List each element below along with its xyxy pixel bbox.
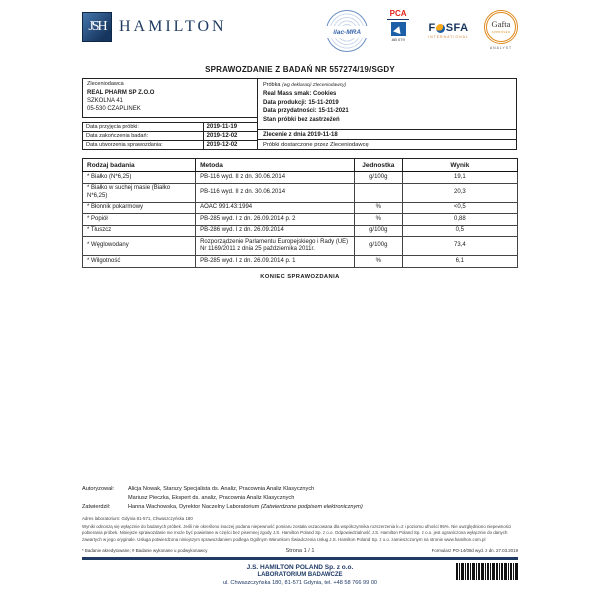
date-value: 2019-11-19 [203,123,257,132]
fosfa-label-f: F [428,22,436,34]
order-row: Zlecenie z dnia 2019-11-18 [258,129,516,139]
test-name: * Białko (N*6,25) [83,172,196,184]
test-result: 73,4 [402,237,517,256]
table-header-row [83,159,518,172]
footnote-row [82,548,518,554]
fosfa-globe-icon [436,24,445,33]
test-result: 19,1 [402,172,517,184]
dates-table [82,122,258,150]
sample-line: Data przydatności: 15-11-2021 [263,108,349,115]
gafta-label: Gafta [491,19,511,30]
page-number: Strona 1 / 1 [285,548,315,554]
ilac-mra-badge-icon [326,10,368,52]
column-header: Wynik [402,159,517,172]
date-value: 2019-12-02 [203,132,257,141]
fosfa-label [428,22,468,34]
footer-address: ul. Chwaszczyńska 180, 81-571 Gdynia, tel. +48 58 766 99 00 [222,579,378,586]
blank-area [82,280,518,486]
pca-badge-icon [383,10,413,42]
sample-line: Stan próbki bez zastrzeżeń [263,117,340,124]
table-row [83,172,518,184]
client-address-line1: SZKOLNA 41 [87,98,124,105]
signature-block [82,485,518,511]
test-name: * Węglowodany [83,237,196,256]
fosfa-badge-icon [428,22,469,39]
report-title: SPRAWOZDANIE Z BADAŃ NR 557274/19/SGDY [205,65,395,74]
sample-box [258,79,516,129]
client-box [82,78,258,118]
column-header: Jednostka [354,159,402,172]
pca-symbol-icon [391,22,406,36]
footer-company-name: J.S. HAMILTON POLAND Sp. z o.o. [246,564,354,571]
sample-label: Próbka [263,82,281,88]
jsh-logo-icon: JSH [82,12,112,42]
test-name: * Popiół [83,214,196,226]
test-name: * Tłuszcz [83,225,196,237]
lab-address: Adres laboratorium: Gdynia 81-571, Chwaszczyńska 180 [82,516,193,522]
electronic-signature-note: (Zatwierdzone podpisem elektronicznym) [260,503,363,510]
client-column [82,78,258,150]
test-result: 6,1 [402,256,517,268]
brand [82,12,227,42]
test-result: 0,88 [402,214,517,226]
test-method: AOAC 991.43:1994 [196,202,355,214]
test-method: PB-116 wyd. II z dn. 30.06.2014 [196,183,355,202]
gafta-circle [484,10,518,44]
approved-person: Hanna Wachowska, Dyrektor Naczelny Laboratorium (Zatwierdzone podpisem elektronicznym) [128,503,363,510]
results-table [82,158,518,268]
test-result: <0,5 [402,202,517,214]
approved-row [82,503,518,512]
authorized-row [82,485,518,494]
test-name: * Błonnik pokarmowy [83,202,196,214]
test-unit [354,183,402,202]
disclaimer-text: Wyniki odnoszą się wyłącznie do badanych próbek. Jeśli nie określono inaczej podana niepewność pomiaru została oszacowana dla współczynnika rozszerzenia k=2 i poziomu ufności 95%. Nie uwzględniono niepewności pobierania próbek. Niniejsze sprawozdanie nie może być powielane w części bez pisemnej zgody J.S. Hamilton Poland Sp. z o.o. Odpowiedzialność J.S. Hamilton Poland Sp. z o.o. jest ograniczona wyłącznie do danych zawartych w jego oryginale. Usługa potwierdzona niniejszym sprawozdaniem podlega Ogólnym Warunkom Świadczenia Usług J.S. Hamilton Poland Sp. z o.o. zamieszczonym na stronie www.hamilton.com.pl [82,523,512,542]
test-name: * Białko w suchej masie (Białko N*6,25) [83,183,196,202]
test-name: * Wilgotność [83,256,196,268]
sample-column [257,78,517,150]
date-label: Data przyjęcia próbki: [83,123,204,132]
test-unit: % [354,256,402,268]
accreditation-footnote: * Badanie akredytowane; # Badanie wykonane u podwykonawcy [82,548,208,553]
sample-line: Real Mass smak: Cookies [263,90,337,97]
table-row [83,132,258,141]
table-row [83,225,518,237]
test-unit: g/100g [354,237,402,256]
end-of-report-label: KONIEC SPRAWOZDANIA [260,273,340,280]
pca-label: PCA [389,9,407,18]
approved-label: Zatwierdził: [82,503,111,510]
fine-print [82,516,518,554]
info-section [82,78,518,150]
test-unit: g/100g [354,225,402,237]
pca-bird-icon [393,24,403,33]
footer [82,560,518,600]
test-method: PB-116 wyd. II z dn. 30.06.2014 [196,172,355,184]
client-label: Zleceniodawca [87,81,124,87]
gafta-approved-label: APPROVED [491,29,511,34]
accreditation-badges [326,10,518,52]
fosfa-sublabel: INTERNATIONAL [428,35,469,39]
test-result: 0,5 [402,225,517,237]
document-body [82,0,518,600]
table-row [83,256,518,268]
pca-accreditation-number: AB 079 [391,37,405,42]
fosfa-label-sfa: SFA [445,22,469,34]
test-unit: % [354,214,402,226]
authorized-label-spacer [82,494,128,503]
gafta-badge-icon [484,10,518,50]
test-method: PB-285 wyd. I z dn. 26.09.2014 p. 2 [196,214,355,226]
barcode [456,563,518,580]
form-number: Formularz PO-14/08d wyd. z dn. 27.03.2019 [431,548,519,553]
authorized-person: Mariusz Pieczka, Ekspert ds. analiz, Pracownia Analiz Klasycznych [128,495,295,502]
table-row [83,214,518,226]
table-row [83,183,518,202]
delivery-row: Próbki dostarczone przez Zleceniodawcę [258,139,516,149]
authorized-person: Alicja Nowak, Starszy Specjalista ds. Analiz, Pracownia Analiz Klasycznych [128,486,315,493]
test-unit: % [354,202,402,214]
sample-header [263,81,511,90]
test-unit: g/100g [354,172,402,184]
table-row [83,237,518,256]
ilac-mra-label: ilac-MRA [326,26,368,38]
test-method: PB-286 wyd. I z dn. 26.09.2014 [196,225,355,237]
test-result: 20,3 [402,183,517,202]
authorized-label: Autoryzował: [82,486,115,493]
brand-name: HAMILTON [119,18,227,35]
footer-lab-name: LABORATORIUM BADAWCZE [257,572,343,578]
pca-divider [387,19,409,20]
header [82,8,518,60]
test-method: PB-285 wyd. I z dn. 26.09.2014 p. 1 [196,256,355,268]
table-row [83,123,258,132]
gafta-analyst-label: ANALYST [489,46,513,50]
client-address-line2: 05-530 CZAPLINEK [87,106,141,113]
table-row [83,202,518,214]
column-header: Rodzaj badania [83,159,196,172]
date-value: 2019-12-02 [203,141,257,150]
client-name: REAL PHARM SP Z.O.O [87,89,155,96]
column-header: Metoda [196,159,355,172]
sample-label-note: (wg deklaracji Zleceniodawcy) [282,83,347,88]
sample-line: Data produkcji: 15-11-2019 [263,99,339,106]
date-label: Data utworzenia sprawozdania: [83,141,204,150]
date-label: Data zakończenia badań: [83,132,204,141]
authorized-row [82,494,518,503]
test-method: Rozporządzenie Parlamentu Europejskiego i Rady (UE) Nr 1169/2011 z dnia 25 października 2011r. [196,237,355,256]
table-row [83,141,258,150]
